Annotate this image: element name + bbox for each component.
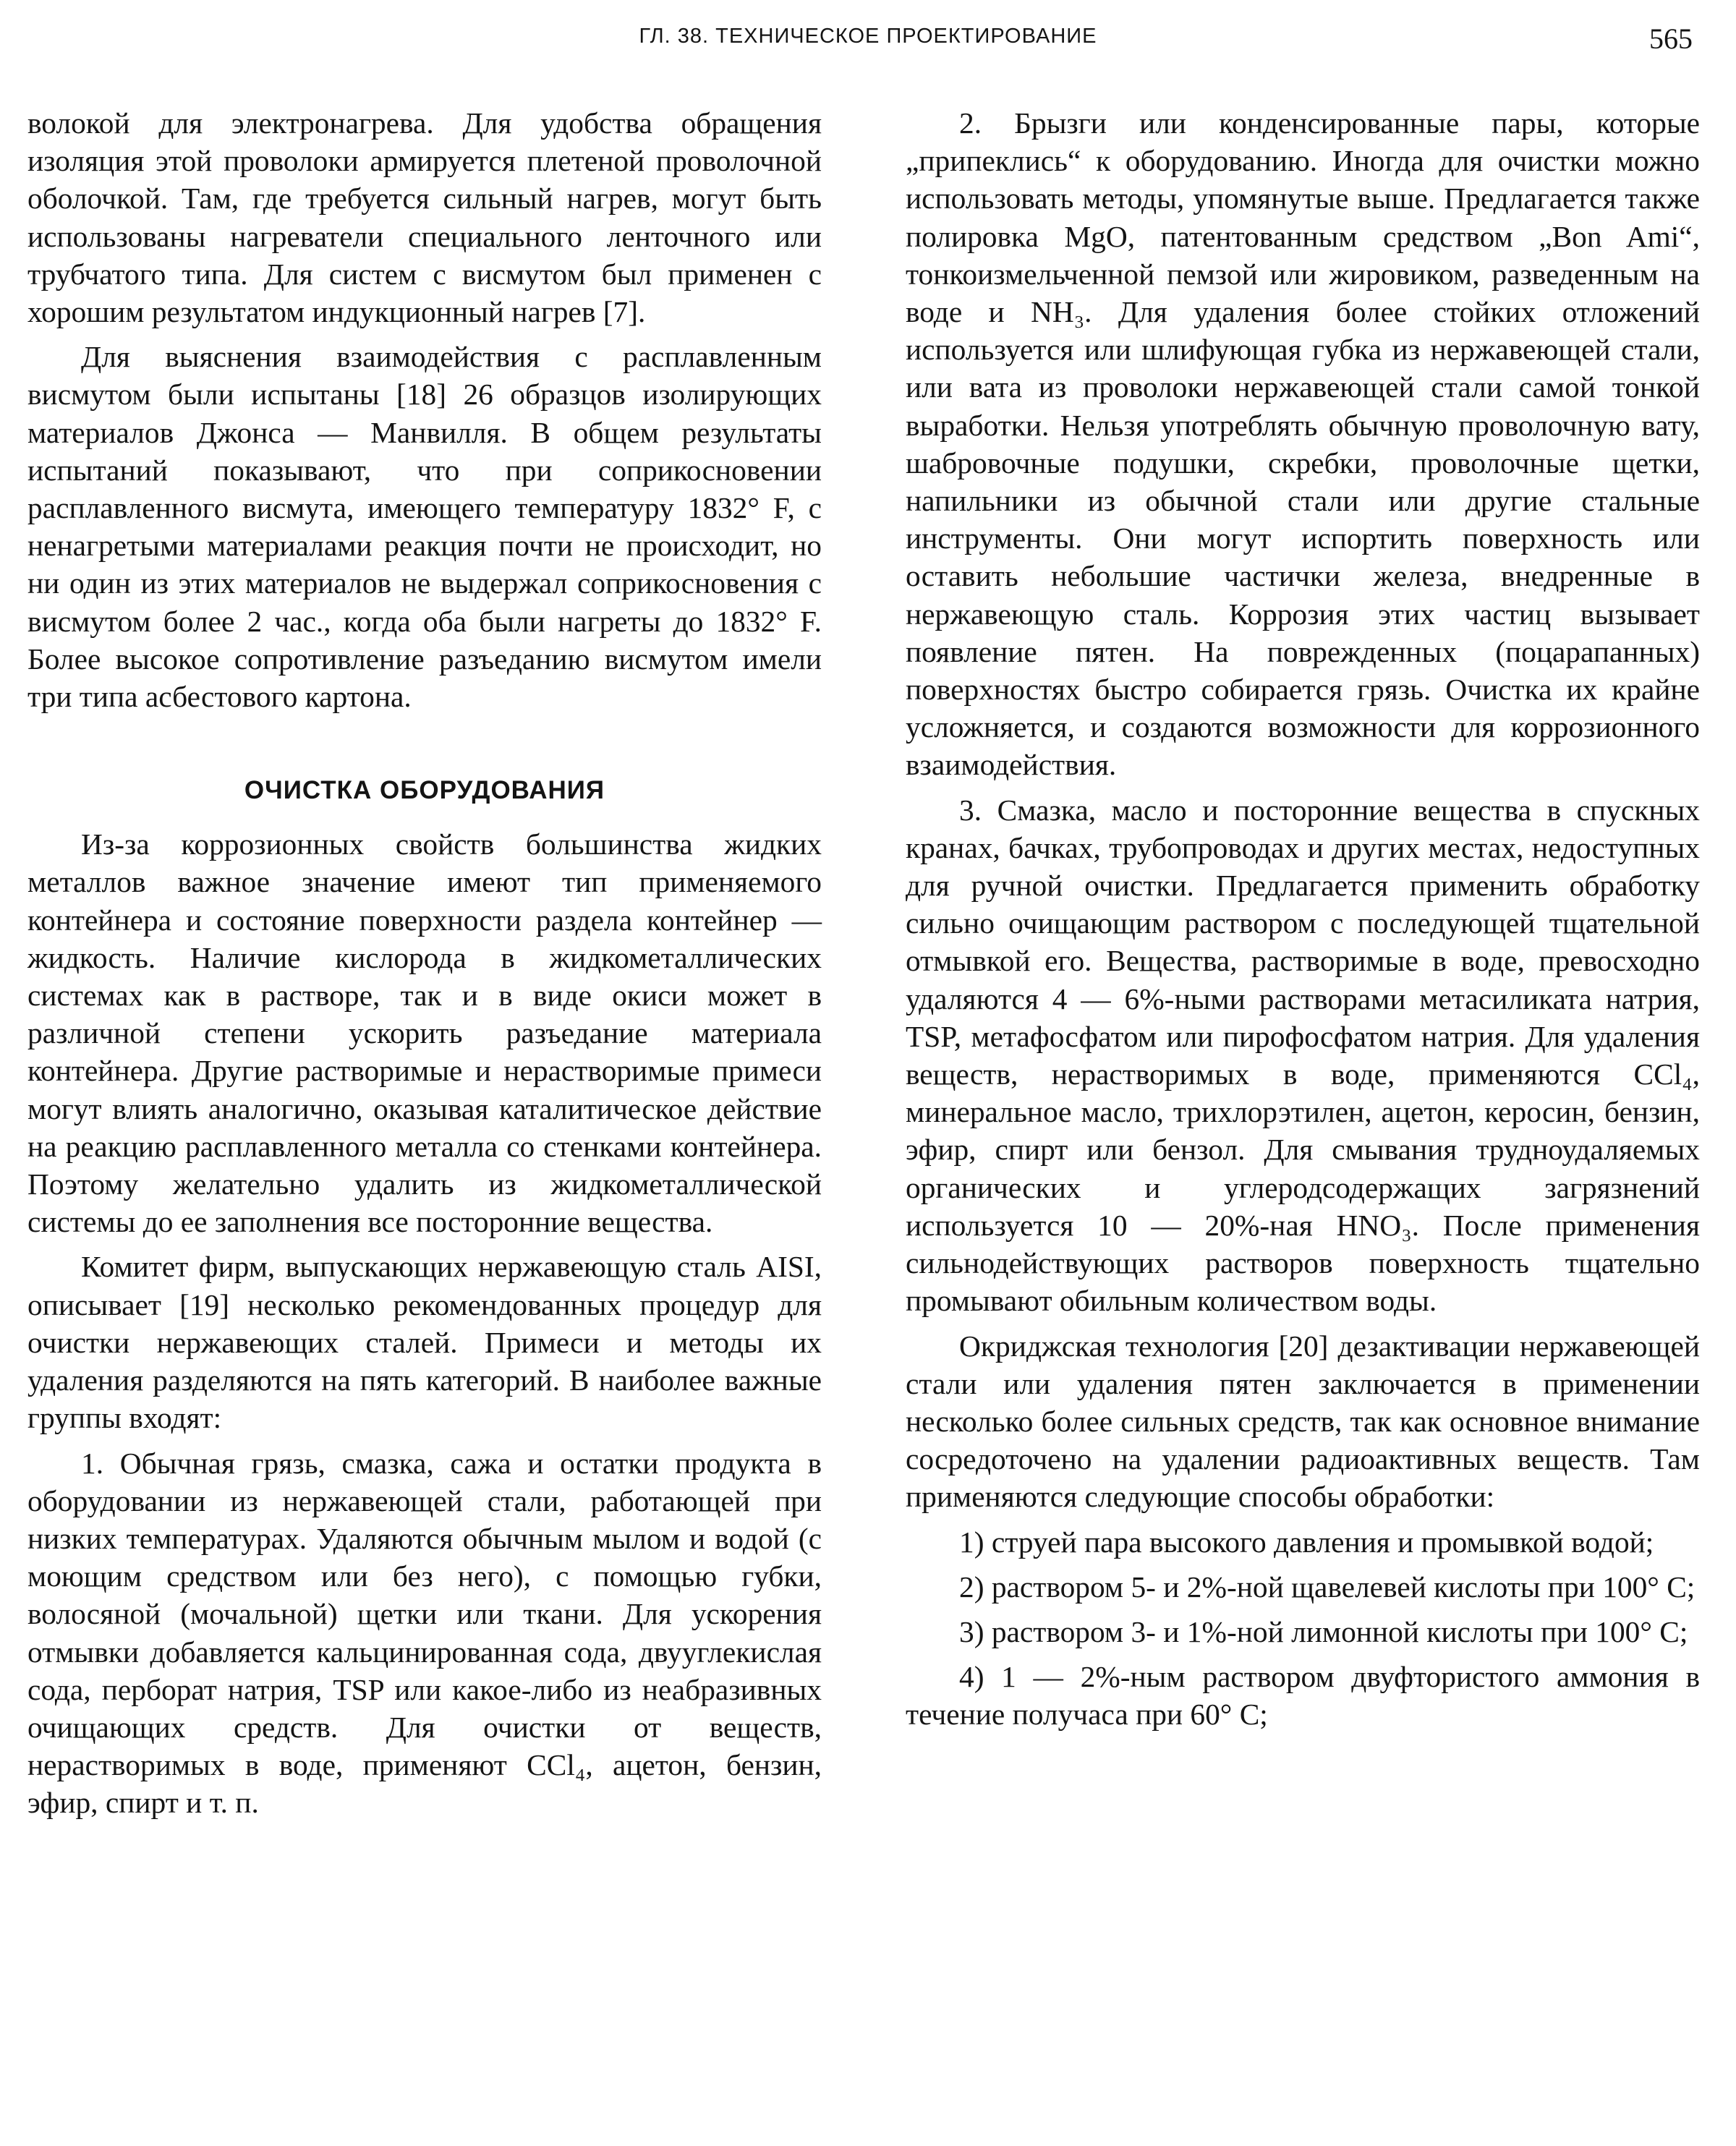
list-paragraph: 1. Обычная грязь, смазка, сажа и остатки продукта в оборудовании из нержавеющей стали, работающей при низких температурах. Удаляются обычным мылом и водой (с моющим средством или без него), с помощью губки, волосяной (мочальной) щетки или ткани. Для ускорения отмывки добавляется кальцинированная сода, двууглекислая сода, перборат натрия, TSP или какое-либо из неабразивных очищающих средств. Для очистки от веществ, нерастворимых в воде, применяют CCl₄, ацетон, бензин, эфир, спирт и т. п. — [27, 1446, 822, 1820]
paragraph: Окриджская технология [20] дезактивации нержавеющей стали или удаления пятен заключается в применении несколько более сильных средств, так как основное внимание сосредоточено на удалении радиоактивных веществ. Там применяются следующие способы обработки: — [906, 1329, 1700, 1514]
paragraph: волокой для электронагрева. Для удобства обращения изоляция этой проволоки армируется плетеной проволочной оболочкой. Там, где требуется сильный нагрев, могут быть использованы нагреватели специального ленточного или трубчатого типа. Для систем с висмутом был применен с хорошим результатом индукционный нагрев [7]. — [27, 106, 822, 329]
list-item: 2) раствором 5- и 2%-ной щавелевей кислоты при 100° C; — [959, 1570, 1695, 1604]
paragraph: Для выяснения взаимодействия с расплавленным висмутом были испытаны [18] 26 образцов изолирующих материалов Джонса — Манвилля. В общем результаты испытаний показывают, что при соприкосновении расплавленного висмута, имеющего температуру 1832° F, с ненагретыми материалами реакция почти не происходит, но ни один из этих материалов не выдержал соприкосновения с висмутом более 2 час., когда оба были нагреты до 1832° F. Более высокое сопротивление разъеданию висмутом имели три типа асбестового картона. — [27, 340, 822, 714]
list-item: 3) раствором 3- и 1%-ной лимонной кислоты при 100° C; — [959, 1614, 1688, 1648]
page-number: 565 — [1649, 22, 1693, 55]
list-item: 1) струей пара высокого давления и промывкой водой; — [959, 1525, 1654, 1559]
left-column — [27, 104, 822, 1822]
section-heading: ОЧИСТКА ОБОРУДОВАНИЯ — [244, 776, 605, 805]
list-item: 4) 1 — 2%-ным раствором двуфтористого аммония в течение получаса при 60° C; — [906, 1660, 1700, 1732]
paragraph: Комитет фирм, выпускающих нержавеющую сталь AISI, описывает [19] несколько рекомендованных процедур для очистки нержавеющих сталей. Примеси и методы их удаления разделяются на пять категорий. В наиболее важные группы входят: — [27, 1250, 822, 1435]
list-paragraph: 2. Брызги или конденсированные пары, которые „припеклись“ к оборудованию. Иногда для очистки можно использовать методы, упомянутые выше. Предлагается также полировка MgO, патентованным средством „Bon Ami“, тонкоизмельченной пемзой или жировиком, разведенным на воде и NH₃. Для удаления более стойких отложений используется или шлифующая губка из нержавеющей стали, или вата из проволоки нержавеющей стали самой тонкой выработки. Нельзя употреблять обычную проволочную вату, шабровочные подушки, скребки, проволочные щетки, напильники из обычной стали или другие стальные инструменты. Они могут испортить поверхность или оставить небольшие частички железа, внедренные в нержавеющую сталь. Коррозия этих частиц вызывает появление пятен. На поврежденных (поцарапанных) поверхностях быстро собирается грязь. Очистка их крайне усложняется, и создаются возможности для коррозионного взаимодействия. — [906, 106, 1700, 782]
running-title: ГЛ. 38. ТЕХНИЧЕСКОЕ ПРОЕКТИРОВАНИЕ — [639, 25, 1097, 48]
paragraph: Из-за коррозионных свойств большинства жидких металлов важное значение имеют тип применяемого контейнера и состояние поверхности раздела контейнер — жидкость. Наличие кислорода в жидкометаллических системах как в растворе, так и в виде окиси может в различной степени ускорить разъедание материала контейнера. Другие растворимые и нерастворимые примеси могут влиять аналогично, оказывая каталитическое действие на реакцию расплавленного металла со стенками контейнера. Поэтому желательно удалить из жидкометаллической системы до ее заполнения все посторонние вещества. — [27, 827, 822, 1239]
right-column — [906, 104, 1700, 1734]
list-paragraph: 3. Смазка, масло и посторонние вещества в спускных кранах, бачках, трубопроводах и других местах, недоступных для ручной очистки. Предлагается применить обработку сильно очищающим раствором с последующей тщательной отмывкой его. Вещества, растворимые в воде, превосходно удаляются 4 — 6%-ными растворами метасиликата натрия, TSP, метафосфатом или пирофосфатом натрия. Для удаления веществ, нерастворимых в воде, применяются CCl₄, минеральное масло, трихлорэтилен, ацетон, керосин, бензин, эфир, спирт или бензол. Для смывания трудноудаляемых органических и углеродсодержащих загрязнений используется 10 — 20%-ная HNO₃. После применения сильнодействующих растворов поверхность тщательно промывают обильным количеством воды. — [906, 793, 1700, 1318]
